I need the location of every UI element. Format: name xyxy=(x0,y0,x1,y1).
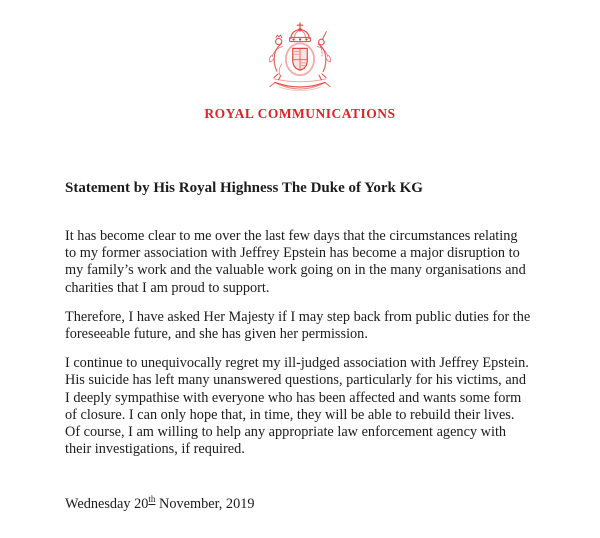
masthead-title: ROYAL COMMUNICATIONS xyxy=(204,106,396,121)
statement-date xyxy=(65,496,531,513)
statement-paragraph-1: It has become clear to me over the last few days that the circumstances relating to my former association with Jeffrey Epstein has become a major disruption to my family’s work and the valuable work going on in the many organisations and charities that I am proud to support. xyxy=(65,228,526,296)
date-prefix: Wednesday 20 xyxy=(65,496,149,513)
date-rest: November, 2019 xyxy=(155,496,255,513)
statement-paragraph-3: I continue to unequivocally regret my ill-judged association with Jeffrey Epstein. His suicide has left many unanswered questions, particularly for his victims, and I deeply sympathise with everyone who has been affected and wants some form of closure. I can only hope that, in time, they will be able to rebuild their lives. Of course, I am willing to help any appropriate law enforcement agency with their investigations, if required. xyxy=(65,355,529,458)
date-ordinal-suffix: th xyxy=(148,494,156,505)
royal-coat-of-arms-icon xyxy=(253,22,348,102)
statement-title: Statement by His Royal Highness The Duke of York KG xyxy=(65,180,423,196)
statement-paragraph-2: Therefore, I have asked Her Majesty if I may step back from public duties for the foreseeable future, and she has given her permission. xyxy=(65,308,531,343)
statement-body xyxy=(65,179,531,513)
